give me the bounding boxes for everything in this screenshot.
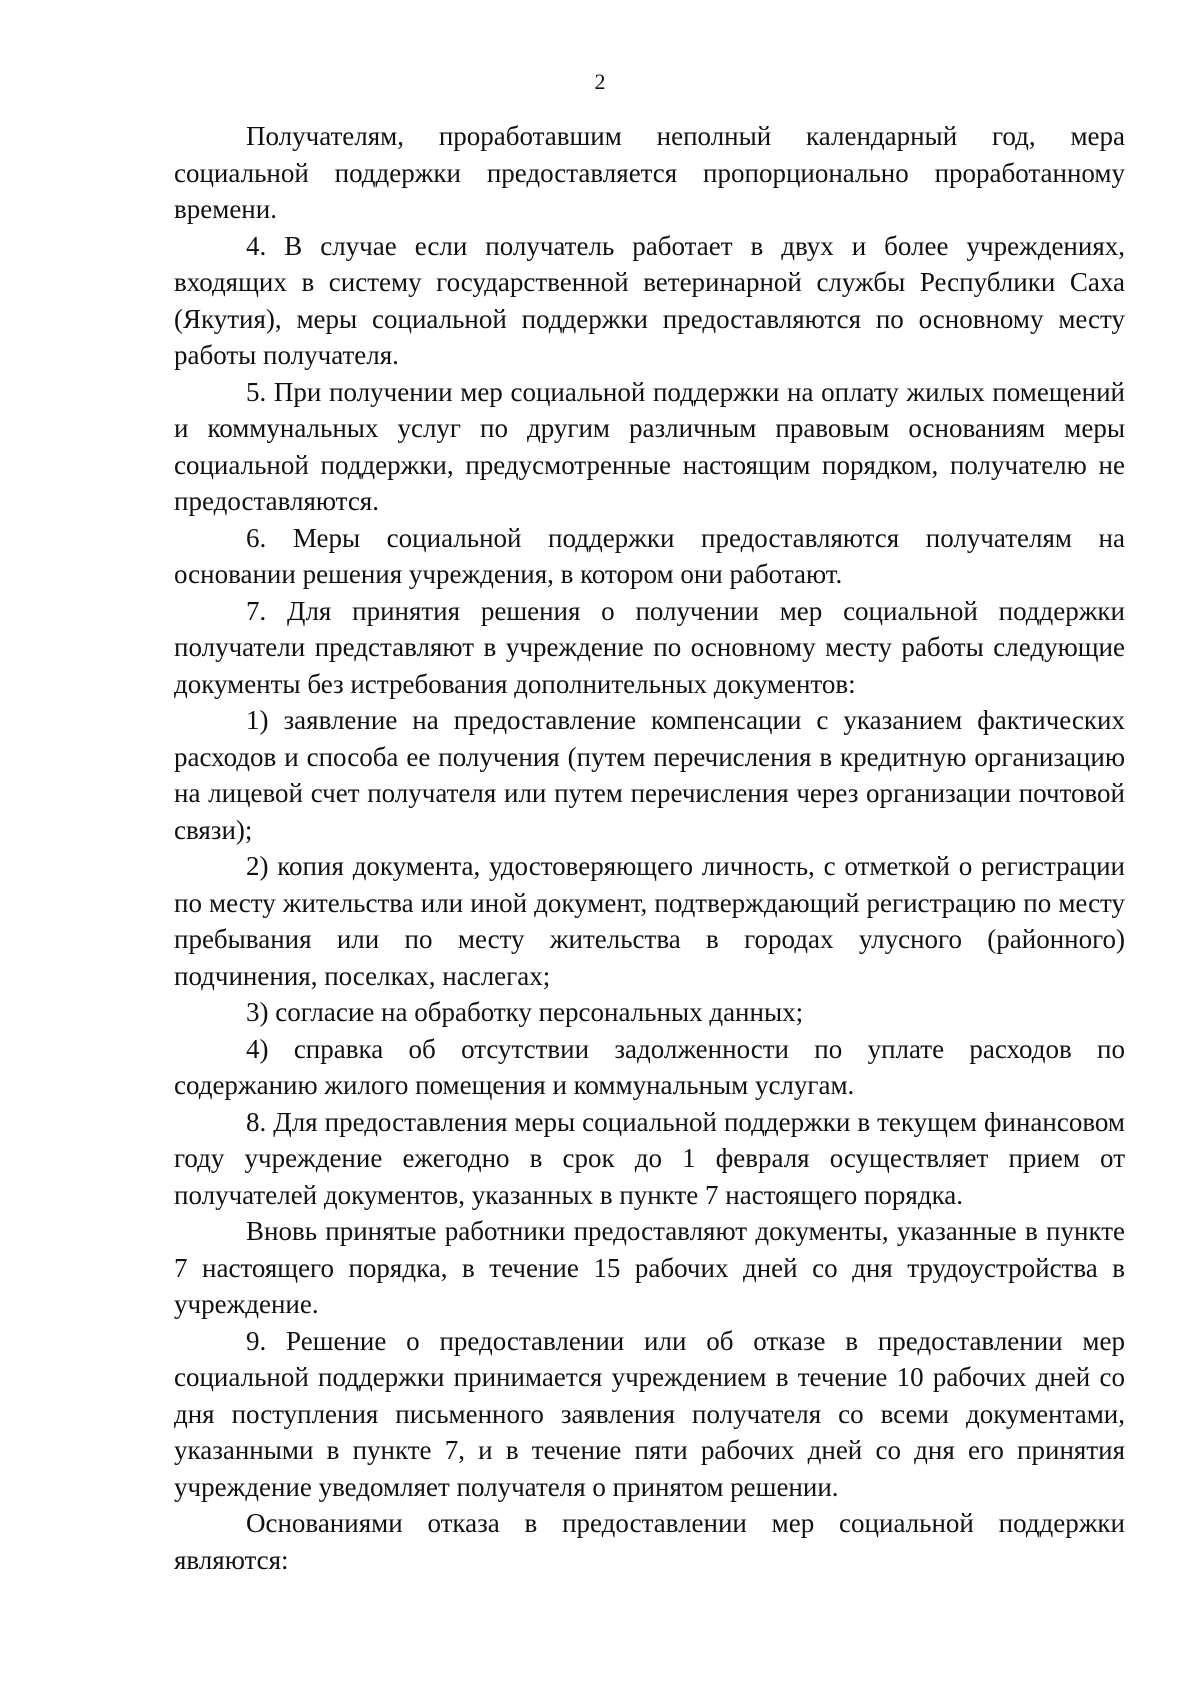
paragraph-refusal-grounds: Основаниями отказа в предоставлении мер социальной поддержки являются:: [174, 1508, 1125, 1575]
paragraph-item-7: 7. Для принятия решения о получении мер социальной поддержки получатели представляют в учреждение по основному месту работы следующие документы без истребования дополнительных документов:: [174, 595, 1125, 699]
paragraph-item-5: 5. При получении мер социальной поддержки на оплату жилых помещений и коммунальных услуг по другим различным правовым основаниям меры социальной поддержки, предусмотренные настоящим порядком, получателю не предоставляются.: [174, 376, 1125, 516]
document-body: [174, 118, 1125, 1578]
paragraph-partial-year: Получателям, проработавшим неполный календарный год, мера социальной поддержки предоставляется пропорционально проработанному времени.: [174, 121, 1125, 224]
list-item-7-1: 1) заявление на предоставление компенсации с указанием фактических расходов и способа ее получения (путем перечисления в кредитную организацию на лицевой счет получателя или путем перечисления через организации почтовой связи);: [174, 705, 1125, 845]
page-number: 2: [594, 69, 606, 94]
list-item-7-3: 3) согласие на обработку персональных данных;: [246, 997, 804, 1027]
list-item-7-4: 4) справка об отсутствии задолженности по уплате расходов по содержанию жилого помещения и коммунальным услугам.: [174, 1033, 1125, 1100]
list-item-7-2: 2) копия документа, удостоверяющего личность, с отметкой о регистрации по месту жительства или иной документ, подтверждающий регистрацию по месту пребывания или по месту жительства в городах улусного (районного) подчинения, поселках, наслегах;: [174, 851, 1125, 991]
paragraph-item-9: 9. Решение о предоставлении или об отказе в предоставлении мер социальной поддержки принимается учреждением в течение 10 рабочих дней со дня поступления письменного заявления получателя со всеми документами, указанными в пункте 7, и в течение пяти рабочих дней со дня его принятия учреждение уведомляет получателя о принятом решении.: [174, 1325, 1125, 1502]
paragraph-item-8: 8. Для предоставления меры социальной поддержки в текущем финансовом году учреждение ежегодно в срок до 1 февраля осуществляет прием от получателей документов, указанных в пункте 7 настоящего порядка.: [174, 1106, 1125, 1210]
paragraph-item-6: 6. Меры социальной поддержки предоставляются получателям на основании решения учреждения, в котором они работают.: [174, 522, 1125, 589]
paragraph-new-employees: Вновь принятые работники предоставляют документы, указанные в пункте 7 настоящего порядка, в течение 15 рабочих дней со дня трудоустройства в учреждение.: [174, 1216, 1125, 1319]
paragraph-item-4: 4. В случае если получатель работает в двух и более учреждениях, входящих в систему государственной ветеринарной службы Республики Саха (Якутия), меры социальной поддержки предоставляются по основному месту работы получателя.: [174, 230, 1125, 370]
